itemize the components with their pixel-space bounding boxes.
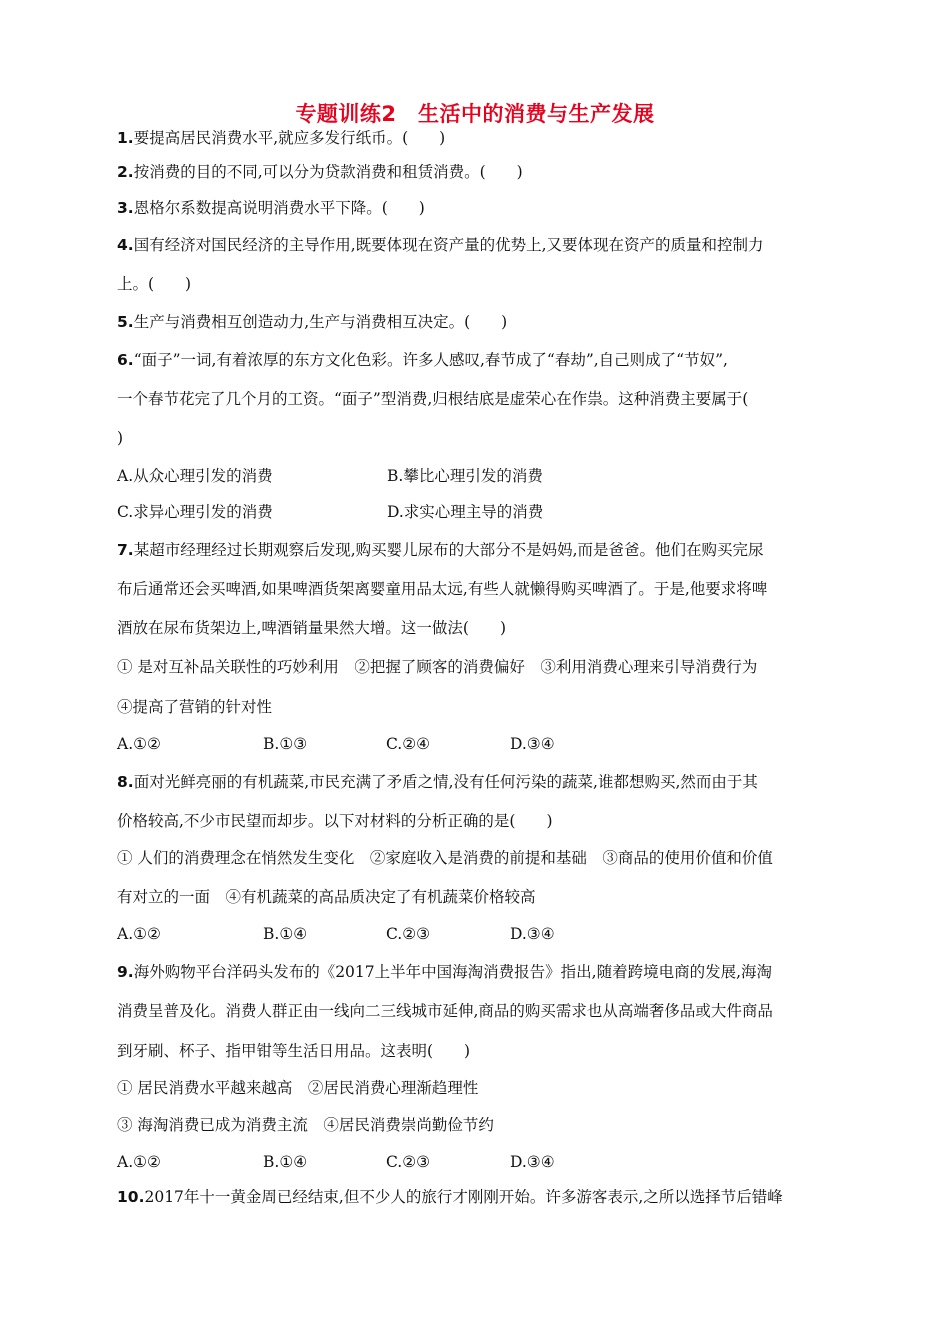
statements-line-2: 有对立的一面 ④有机蔬菜的高品质决定了有机蔬菜价格较高 [117,888,536,906]
question-number: 4. [117,236,134,254]
option-a: A.①② [117,735,161,753]
question-9-line-3: 到牙刷、杯子、指甲钳等生活日用品。这表明( ) [117,1042,471,1060]
question-number: 7. [117,541,134,559]
question-9 [117,961,772,983]
question-text: 要提高居民消费水平,就应多发行纸币。( ) [133,129,446,147]
question-text: 恩格尔系数提高说明消费水平下降。( ) [133,199,425,217]
question-8-line-2: 价格较高,不少市民望而却步。以下对材料的分析正确的是( ) [117,812,553,830]
question-number: 9. [117,963,134,981]
option-d: D.求实心理主导的消费 [387,503,544,521]
option-a: A.①② [117,925,161,943]
question-text: 2017年十一黄金周已经结束,但不少人的旅行才刚刚开始。许多游客表示,之所以选择节后错峰 [144,1188,783,1206]
option-b: B.①④ [263,1153,308,1171]
option-d: D.③④ [510,925,555,943]
option-a: A.①② [117,1153,161,1171]
statements-line-2: ④提高了营销的针对性 [117,698,273,716]
question-number: 6. [117,351,134,369]
question-text: 海外购物平台洋码头发布的《2017上半年中国海淘消费报告》指出,随着跨境电商的发展,海淘 [133,963,772,981]
question-8 [117,771,758,793]
option-b: B.攀比心理引发的消费 [387,467,543,485]
option-a: A.从众心理引发的消费 [117,467,273,485]
question-2 [117,161,523,183]
question-6-line-2: 一个春节花完了几个月的工资。“面子”型消费,归根结底是虚荣心在作祟。这种消费主要属于( [117,390,749,408]
question-text: 某超市经理经过长期观察后发现,购买婴儿尿布的大部分不是妈妈,而是爸爸。他们在购买完尿 [133,541,764,559]
question-7-line-3: 酒放在尿布货架边上,啤酒销量果然大增。这一做法( ) [117,619,507,637]
statements-line-1: ① 人们的消费理念在悄然发生变化 ②家庭收入是消费的前提和基础 ③商品的使用价值和价值 [117,849,773,867]
question-10 [117,1186,783,1208]
question-7-line-2: 布后通常还会买啤酒,如果啤酒货架离婴童用品太远,有些人就懒得购买啤酒了。于是,他要求将啤 [117,580,768,598]
question-text: “面子”一词,有着浓厚的东方文化色彩。许多人感叹,春节成了“春劫”,自己则成了“节奴”, [133,351,728,369]
option-c: C.②③ [386,925,431,943]
option-c: C.②③ [386,1153,431,1171]
question-number: 8. [117,773,134,791]
question-number: 3. [117,199,134,217]
question-7 [117,539,764,561]
question-3 [117,197,425,219]
statements-line-1: ① 是对互补品关联性的巧妙利用 ②把握了顾客的消费偏好 ③利用消费心理来引导消费行为 [117,658,758,676]
question-text: 按消费的目的不同,可以分为贷款消费和租赁消费。( ) [133,163,523,181]
option-c: C.求异心理引发的消费 [117,503,273,521]
question-1 [117,127,445,149]
question-number: 5. [117,313,134,331]
question-text: 国有经济对国民经济的主导作用,既要体现在资产量的优势上,又要体现在资产的质量和控制力 [133,236,764,254]
question-number: 10. [117,1188,145,1206]
question-6 [117,349,728,371]
option-d: D.③④ [510,735,555,753]
statements-line-1: ① 居民消费水平越来越高 ②居民消费心理渐趋理性 [117,1079,479,1097]
page-title: 专题训练2 生活中的消费与生产发展 [295,102,655,126]
question-number: 1. [117,129,134,147]
question-text: 生产与消费相互创造动力,生产与消费相互决定。( ) [133,313,508,331]
option-b: B.①④ [263,925,308,943]
question-9-line-2: 消费呈普及化。消费人群正由一线向二三线城市延伸,商品的购买需求也从高端奢侈品或大件商品 [117,1002,773,1020]
option-b: B.①③ [263,735,308,753]
statements-line-2: ③ 海淘消费已成为消费主流 ④居民消费崇尚勤俭节约 [117,1116,494,1134]
question-number: 2. [117,163,134,181]
question-text: 面对光鲜亮丽的有机蔬菜,市民充满了矛盾之情,没有任何污染的蔬菜,谁都想购买,然而由于其 [133,773,758,791]
option-d: D.③④ [510,1153,555,1171]
question-4 [117,234,764,256]
question-6-line-3: ) [117,429,124,447]
question-5 [117,311,507,333]
option-c: C.②④ [386,735,431,753]
question-4-continued: 上。( ) [117,275,192,293]
